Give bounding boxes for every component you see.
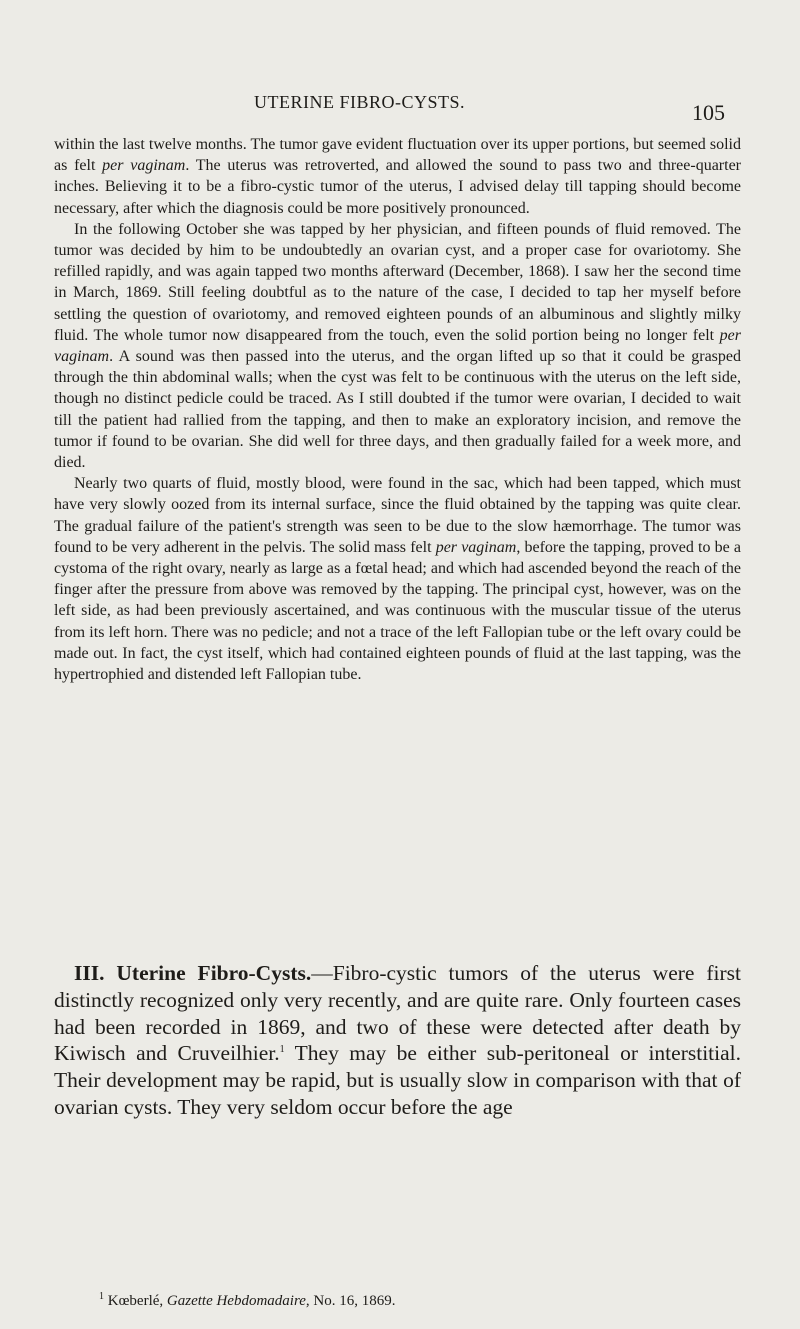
paragraph-text: . A sound was then passed into the uterus, and the organ lifted up so that it could be grasped through the thin abdominal walls; when the cyst was felt to be continuous with the uterus on the left side, though no distinct pedicle could be traced. As I still doubted if the tumor were ovarian, I decided to wait till the patient had rallied from the tapping, and then to make an exploratory incision, and remove the tumor if found to be ovarian. She did well for three days, and then gradually failed for a week more, and died.: [54, 348, 741, 472]
paragraph-text: . The uterus was retroverted, and allowed the sound to pass two and three-quarter inches. Believing it to be a fibro-cystic tumor of the uterus, I advised delay till tapping should become necessary, after which the diagnosis could be more positively pronounced.: [54, 157, 741, 217]
page-number: 105: [692, 100, 725, 125]
section-paragraph: [54, 960, 741, 1121]
footnote: [99, 1293, 396, 1310]
paragraph: [54, 473, 741, 685]
paragraph-text: , before the tapping, proved to be a cystoma of the right ovary, nearly as large as a fœtal head; and which had ascended beyond the reach of the finger after the pressure from above was removed by the tapping. The principal cyst, however, was on the left side, as had been previously ascertained, and was continuous with the muscular tissue of the uterus from its left horn. There was no pedicle; and not a trace of the left Fallopian tube or the left ovary could be made out. In fact, the cyst itself, which had contained eighteen pounds of fluid at the last tapping, was the hypertrophied and distended left Fallopian tube.: [54, 538, 741, 684]
running-title: UTERINE FIBRO-CYSTS.: [254, 92, 466, 112]
section-text: They may be either sub-peritoneal or interstitial. Their development may be rapid, but is usually slow in comparison with that of ovarian cysts. They very seldom occur before the age: [54, 1041, 742, 1119]
footnote-marker: 1: [99, 1291, 104, 1302]
paragraph: [54, 134, 741, 219]
section-text: —Fibro-cystic tumors of the uterus were first distinctly recognized only very recently, and are quite rare. Only fourteen cases had been recorded in 1869, and two of these were detected after death by Kiwisch and Cruveilhier.: [54, 961, 741, 1066]
italic-phrase: per vaginam: [435, 538, 517, 556]
paragraph-text: Nearly two quarts of fluid, mostly blood, were found in the sac, which had been tapped, which must have very slowly oozed from its internal surface, since the fluid obtained by the tapping was quite clear. The gradual failure of the patient's strength was seen to be due to the slow hæmorrhage. The tumor was found to be very adherent in the pelvis. The solid mass felt: [54, 475, 741, 556]
paragraph: [54, 219, 741, 473]
section-heading: III. Uterine Fibro-Cysts.: [74, 961, 312, 985]
footnote-author: Kœberlé,: [107, 1293, 164, 1309]
footnote-details: , No. 16, 1869.: [305, 1293, 396, 1309]
footnote-journal: Gazette Hebdomadaire: [166, 1293, 306, 1309]
italic-phrase: per vaginam: [54, 326, 741, 366]
italic-phrase: per vaginam: [102, 157, 186, 175]
paragraph-text: In the following October she was tapped by her physician, and fifteen pounds of fluid removed. The tumor was decided by him to be undoubtedly an ovarian cyst, and a proper case for ovariotomy. She refilled rapidly, and was again tapped two months afterward (December, 1868). I saw her the second time in March, 1869. Still feeling doubtful as to the nature of the case, I decided to tap her myself before settling the question of ovariotomy, and removed eighteen pounds of an albuminous and slightly milky fluid. The whole tumor now disappeared from the touch, even the solid portion being no longer felt: [54, 220, 741, 344]
paragraph-text: within the last twelve months. The tumor gave evident fluctuation over its upper portions, but seemed solid as felt: [54, 136, 741, 175]
body-text: [54, 134, 741, 685]
footnote-reference: 1: [279, 1044, 285, 1056]
